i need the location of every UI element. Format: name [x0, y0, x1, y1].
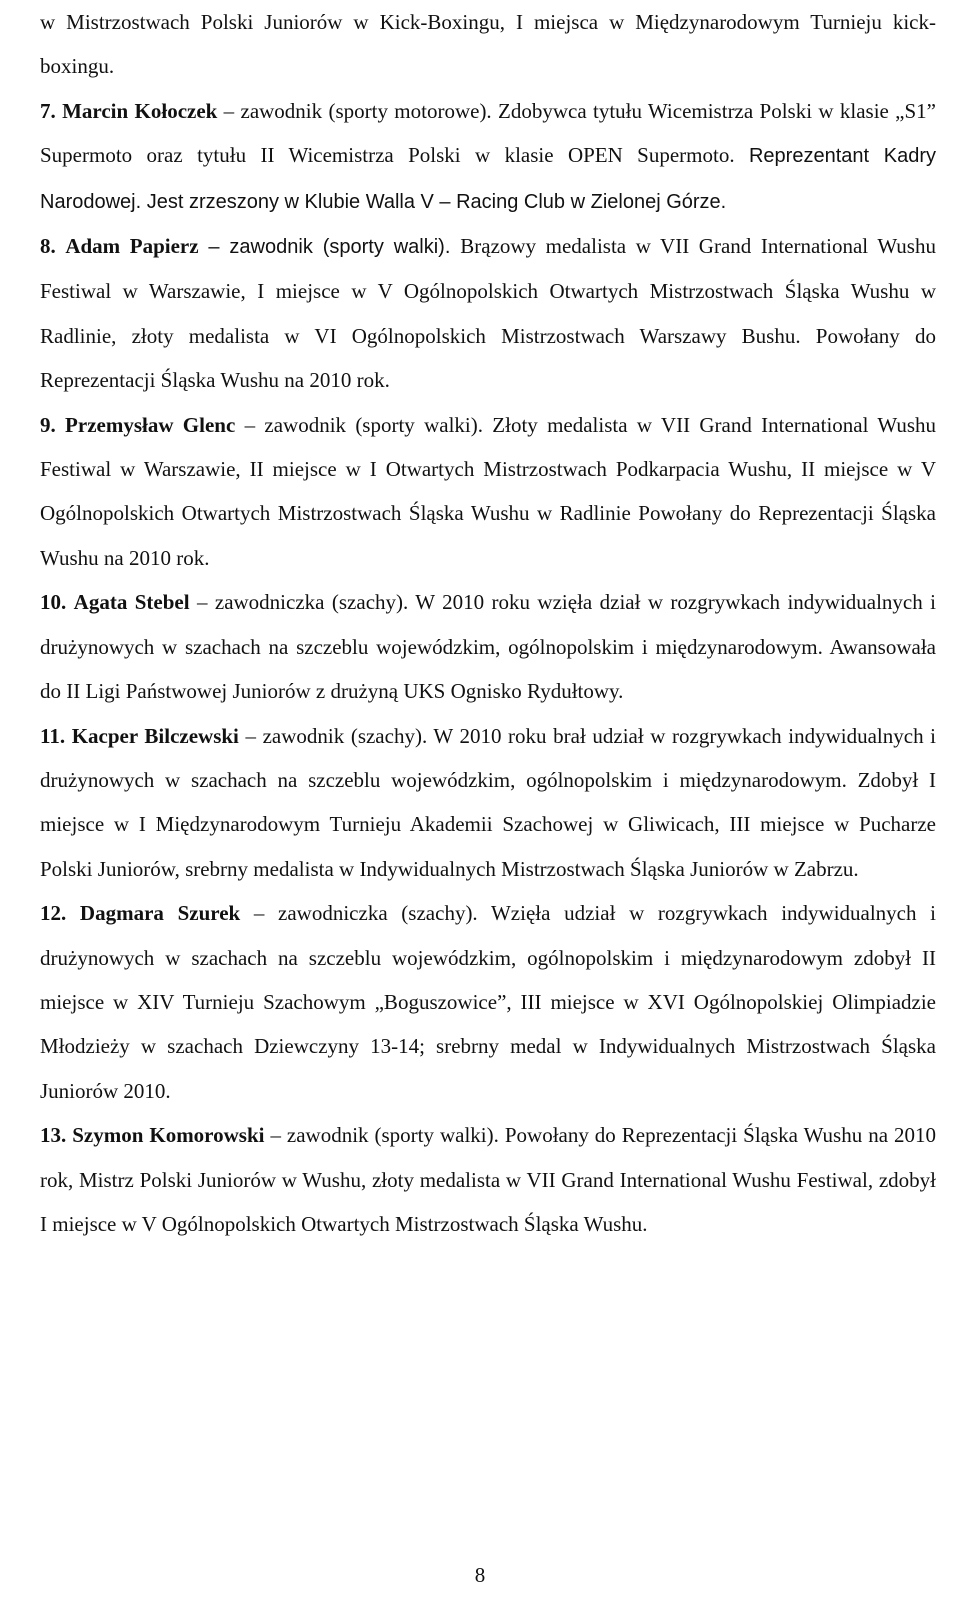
intro-text: w Mistrzostwach Polski Juniorów w Kick-Boxingu, I miejsca w Międzynarodowym Turnieju kick-boxingu.: [40, 10, 936, 79]
entry-text: Wzięła udział w rozgrywkach indywidualnych i drużynowych w szachach na szczeblu wojewódzkim, ogólnopolskim i międzynarodowym zdobył II miejsce w XIV Turnieju Szachowym „Boguszowice”, III miejsce w XVI Ogólnopolskiej Olimpiadzie Młodzieży w szachach Dziewczyny 13-14; srebrny medal w Indywidualnych Mistrzostwach Śląska Juniorów 2010.: [40, 901, 937, 1103]
entry-9: [40, 403, 936, 581]
entry-role: – zawodnik (szachy).: [238, 723, 434, 748]
entry-name: Dagmara Szurek: [79, 901, 241, 926]
entry-role: – zawodniczka (szachy).: [189, 590, 416, 615]
entry-number: 13.: [40, 1123, 67, 1148]
entry-text: W 2010 roku brał udział w rozgrywkach indywidualnych i drużynowych w szachach na szczeblu wojewódzkim, ogólnopolskim i międzynarodowym. Zdobył I miejsce w I Międzynarodowym Turnieju Akademii Szachowej w Gliwicach, III miejsce w Pucharze Polski Juniorów, srebrny medalista w Indywidualnych Mistrzostwach Śląska Juniorów w Zabrzu.: [40, 723, 937, 881]
document-page: [40, 0, 936, 1246]
entry-name: Agata Stebel: [73, 590, 190, 615]
entry-8: [40, 224, 936, 403]
entry-13: [40, 1113, 936, 1246]
entry-11: [40, 714, 936, 892]
entry-name: Adam Papierz: [65, 234, 199, 259]
entry-number: 10.: [40, 590, 67, 615]
page-number: 8: [474, 1563, 486, 1587]
entry-7: [40, 89, 936, 224]
entry-role: – zawodnik (sporty motorowe). Zdobywca tytułu Wicemistrza Polski w klasie „S1” Supermoto oraz tytułu II Wicemistrza Polski w klasie OPEN Supermoto.: [40, 98, 937, 168]
entry-number: 12.: [40, 901, 67, 926]
entry-text: W 2010 roku wzięła dział w rozgrywkach indywidualnych i drużynowych w szachach na szczeblu wojewódzkim, ogólnopolskim i międzynarodowym. Awansowała do II Ligi Państwowej Juniorów z drużyną UKS Ognisko Rydułtowy.: [40, 590, 936, 704]
entry-12: [40, 891, 936, 1113]
entry-role: – zawodniczka (szachy).: [240, 901, 491, 926]
entry-name: Kacper Bilczewski: [71, 723, 239, 748]
entry-role: – zawodnik (sporty walki).: [235, 412, 493, 437]
entry-number: 8.: [40, 234, 56, 259]
intro-paragraph: [40, 0, 936, 89]
entry-name: Marcin Kołoczek: [62, 98, 218, 123]
entry-text: Powołany do Reprezentacji Śląska Wushu na 2010 rok, Mistrz Polski Juniorów w Wushu, złoty medalista w VII Grand International Wushu Festiwal, zdobył I miejsce w V Ogólnopolskich Otwartych Mistrzostwach Śląska Wushu.: [40, 1123, 936, 1236]
entry-10: [40, 580, 936, 713]
entry-role: – zawodnik (sporty walki).: [264, 1123, 505, 1148]
entry-name: Szymon Komorowski: [72, 1123, 265, 1148]
entry-text: Złoty medalista w VII Grand International Wushu Festiwal w Warszawie, II miejsce w I Otwartych Mistrzostwach Podkarpacia Wushu, II miejsce w V Ogólnopolskich Otwartych Mistrzostwach Śląska Wushu w Radlinie Powołany do Reprezentacji Śląska Wushu na 2010 rok.: [40, 412, 936, 570]
entry-number: 11.: [40, 723, 66, 748]
entry-role: – zawodnik (sporty walki).: [198, 236, 461, 259]
entry-text: Reprezentant Kadry Narodowej. Jest zrzeszony w Klubie Walla V – Racing Club w Zielonej Górze.: [40, 145, 937, 213]
entry-name: Przemysław Glenc: [65, 412, 236, 437]
entry-number: 7.: [40, 98, 56, 123]
entry-number: 9.: [40, 412, 56, 437]
entry-text: Brązowy medalista w VII Grand International Wushu Festiwal w Warszawie, I miejsce w V Ogólnopolskich Otwartych Mistrzostwach Śląska Wushu w Radlinie, złoty medalista w VI Ogólnopolskich Mistrzostwach Warszawy Bushu. Powołany do Reprezentacji Śląska Wushu na 2010 rok.: [40, 234, 936, 393]
